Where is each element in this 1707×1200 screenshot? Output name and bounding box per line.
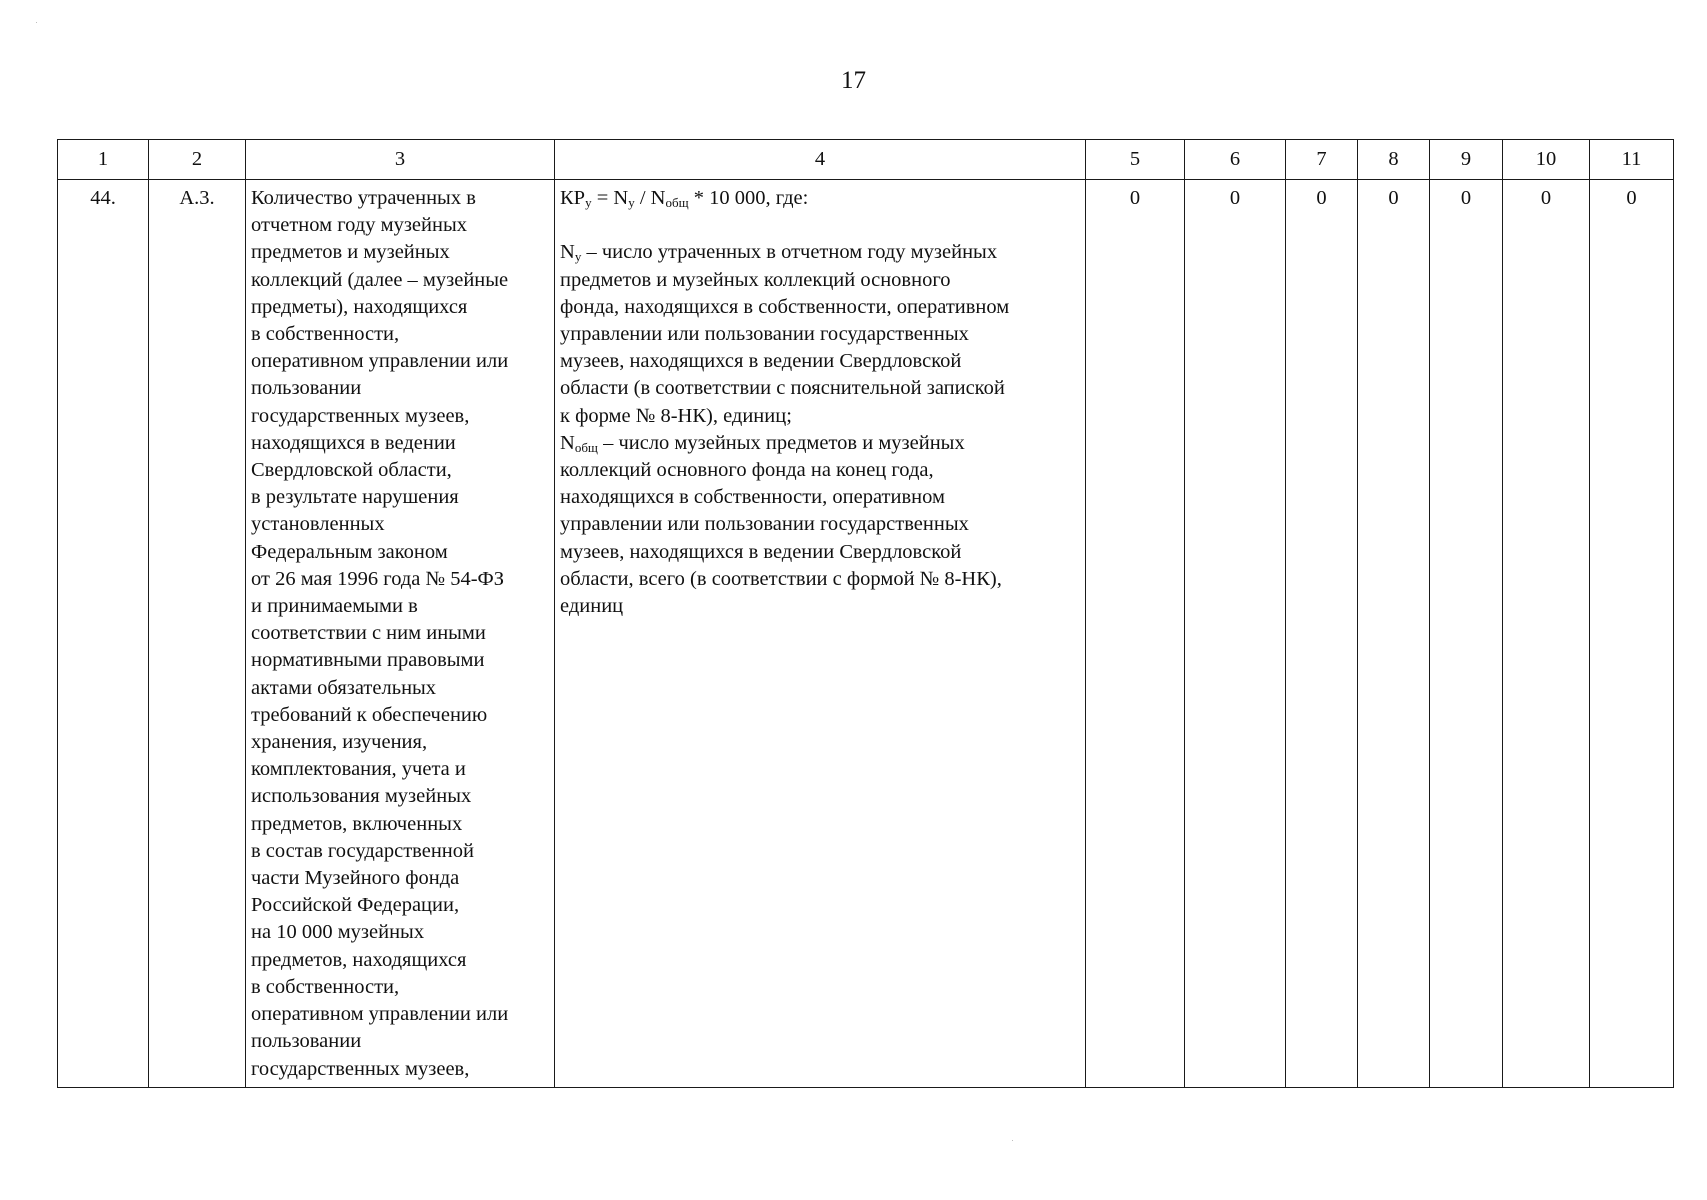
- indicator-table: [57, 139, 1674, 1088]
- scan-dot: [36, 22, 37, 23]
- column-header-10: 10: [1503, 140, 1590, 180]
- column-header-11: 11: [1590, 140, 1674, 180]
- formula-slash: / N: [634, 187, 666, 209]
- formula-kr: КР: [560, 187, 586, 209]
- nobsh-definition: [560, 430, 1081, 620]
- formula-kr-subscript: у: [585, 195, 592, 210]
- formula-line: [560, 185, 1081, 212]
- column-header-8: 8: [1358, 140, 1430, 180]
- row-code: А.3.: [149, 180, 246, 1088]
- column-header-3: 3: [246, 140, 555, 180]
- row-index: 44.: [58, 180, 149, 1088]
- nobsh-letter-subscript: общ: [574, 439, 598, 455]
- value-col-9: 0: [1430, 180, 1503, 1088]
- formula-spacer: [560, 212, 1081, 239]
- column-header-4: 4: [555, 140, 1086, 180]
- value-col-6: 0: [1185, 180, 1286, 1088]
- value-col-11: 0: [1590, 180, 1674, 1088]
- ny-definition: [560, 239, 1081, 429]
- column-header-9: 9: [1430, 140, 1503, 180]
- column-header-2: 2: [149, 140, 246, 180]
- table-row: [58, 180, 1674, 1088]
- value-col-7: 0: [1286, 180, 1358, 1088]
- nobsh-definition-text: – число музейных предметов и музейных коллекций основного фонда на конец года, находящихся в собственности, оперативном управлении или пользовании государственных музеев, находящихся в ведении Свердловской области, всего (в соответствии с формой № 8-НК), единиц: [560, 431, 1002, 618]
- formula-tail: * 10 000, где:: [688, 187, 809, 209]
- column-header-7: 7: [1286, 140, 1358, 180]
- column-header-5: 5: [1086, 140, 1185, 180]
- header-row: [58, 140, 1674, 180]
- formula-ny-subscript: у: [628, 195, 635, 210]
- formula-nobsh-subscript: общ: [665, 195, 689, 210]
- ny-letter: N: [560, 241, 575, 264]
- ny-definition-text: – число утраченных в отчетном году музейных предметов и музейных коллекций основного фонда, находящихся в собственности, оперативном управлении или пользовании государственных музеев, находящихся в ведении Свердловской области (в соответствии с пояснительной запиской к форме № 8-НК), единиц;: [560, 241, 1010, 427]
- ny-letter-subscript: у: [574, 249, 582, 265]
- column-header-1: 1: [58, 140, 149, 180]
- indicator-description: Количество утраченных в отчетном году музейных предметов и музейных коллекций (далее – музейные предметы), находящихся в собственности, оперативном управлении или пользовании государственных музеев, находящихся в ведении Свердловской области, в результате нарушения установленных Федеральным законом от 26 мая 1996 года № 54-ФЗ и принимаемыми в соответствии с ним иными нормативными правовыми актами обязательных требований к обеспечению хранения, изучения, комплектования, учета и использования музейных предметов, включенных в состав государственной части Музейного фонда Российской Федерации, на 10 000 музейных предметов, находящихся в собственности, оперативном управлении или пользовании государственных музеев,: [246, 180, 555, 1088]
- value-col-8: 0: [1358, 180, 1430, 1088]
- calculation-formula: [555, 180, 1086, 1088]
- value-col-10: 0: [1503, 180, 1590, 1088]
- scan-dot: [1012, 1140, 1013, 1141]
- column-header-6: 6: [1185, 140, 1286, 180]
- page-number: 17: [841, 67, 866, 94]
- value-col-5: 0: [1086, 180, 1185, 1088]
- nobsh-letter: N: [560, 431, 575, 454]
- formula-eq: = N: [591, 187, 629, 209]
